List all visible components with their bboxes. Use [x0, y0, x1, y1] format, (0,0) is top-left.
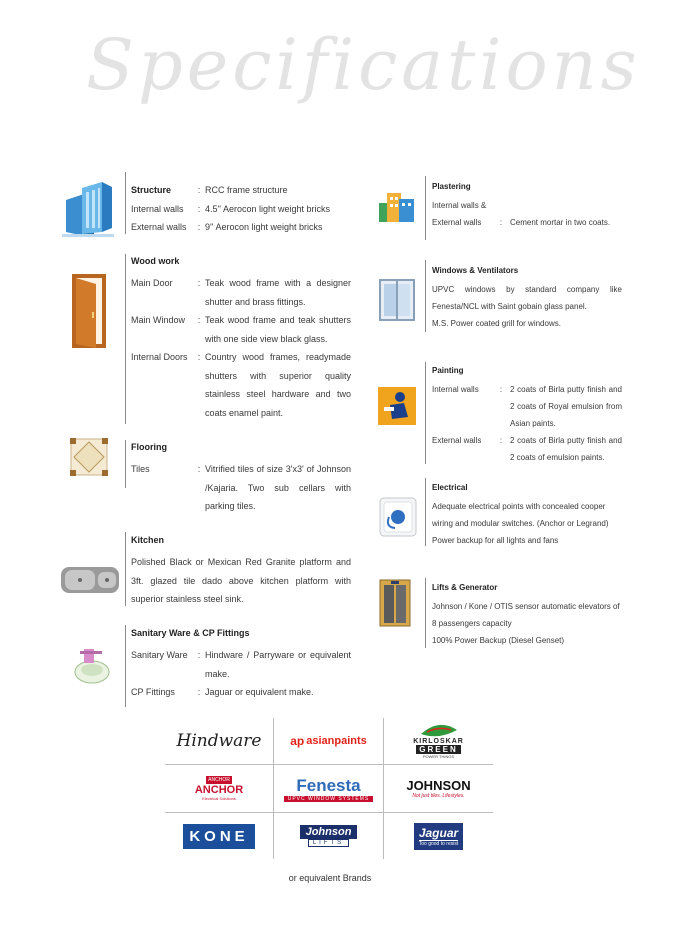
plug-icon	[379, 497, 417, 537]
lifts-heading: Lifts & Generator	[432, 583, 498, 592]
right-divider	[425, 362, 426, 464]
electrical-heading: Electrical	[432, 483, 468, 492]
page-title: Specifications	[86, 24, 641, 106]
kitchen-section	[131, 535, 351, 609]
woodwork-heading: Wood work	[131, 256, 180, 266]
structure-section	[131, 181, 356, 237]
right-divider	[425, 478, 426, 546]
kone-logo: KONE	[165, 813, 273, 859]
window-icon	[379, 279, 415, 321]
windows-section: Windows & Ventilators UPVC windows by standard company like Fenesta/NCL with Saint gobain glass panel. M.S. Power coated grill for windows.	[432, 266, 622, 328]
anchor-logo: ANCHOR ANCHOR Electrical Solutions	[194, 777, 244, 801]
door-icon	[70, 272, 110, 350]
buildings-icon	[378, 189, 416, 223]
leaf-icon	[419, 724, 459, 738]
spec-row: Main Window : Teak wood frame and teak shutters with one side view black glass.	[131, 315, 351, 344]
spec-row: Internal Doors : Country wood frames, readymade shutters with superior quality stainless steel hardware and two coats enamel paint.	[131, 352, 351, 418]
left-divider	[125, 625, 126, 707]
kitchen-text: Polished Black or Mexican Red Granite platform and 3ft. glazed tile dado above kitchen platform with superior stainless steel sink.	[131, 557, 351, 604]
flooring-section	[131, 442, 351, 516]
spec-row: Structure : RCC frame structure	[131, 181, 356, 200]
spec-row: External walls : 9'' Aerocon light weight bricks	[131, 222, 323, 232]
painting-section	[432, 366, 622, 466]
sanitary-section	[131, 628, 351, 702]
painting-heading: Painting	[432, 366, 464, 375]
painter-icon	[378, 387, 416, 425]
brands-footnote: or equivalent Brands	[288, 873, 372, 883]
johnson-lifts-logo: Johnson LIFTS	[274, 813, 383, 859]
plastering-section: Plastering Internal walls & External walls : Cement mortar in two coats.	[432, 182, 622, 231]
asianpaints-logo: ap asianpaints	[290, 734, 367, 748]
right-divider	[425, 578, 426, 648]
spec-row: Internal walls : 2 coats of Birla putty finish and 2 coats of Royal emulsion from Asian paints.	[432, 385, 622, 428]
woodwork-section	[131, 256, 351, 422]
spec-row: External walls : 2 coats of Birla putty finish and 2 coats of emulsion paints.	[432, 436, 622, 462]
kirloskar-green-logo: KIRLOSKAR GREEN POWER THINGS	[384, 718, 493, 764]
spec-row: Internal walls : 4.5'' Aerocon light weight bricks	[131, 203, 331, 214]
building-icon	[60, 180, 115, 238]
left-divider	[125, 172, 126, 234]
elevator-icon	[379, 579, 411, 627]
left-divider	[125, 254, 126, 424]
hindware-logo: Hindware	[176, 731, 262, 751]
washbasin-icon	[72, 646, 112, 686]
fenesta-logo: Fenesta UPVC WINDOW SYSTEMS	[274, 765, 383, 812]
spec-row: Main Door : Teak wood frame with a designer shutter and brass fittings.	[131, 278, 351, 307]
spec-row: Tiles : Vitrified tiles of size 3'x3' of Johnson /Kajaria. Two sub cellars with parking tiles.	[131, 464, 351, 511]
kitchen-heading: Kitchen	[131, 535, 165, 545]
left-divider	[125, 532, 126, 606]
spec-row: CP Fittings : Jaguar or equivalent make.	[131, 687, 314, 697]
tile-icon	[70, 438, 108, 476]
jaguar-logo: Jaguar Too good to resist	[384, 813, 493, 859]
right-divider	[425, 176, 426, 240]
electrical-section: Electrical Adequate electrical points with concealed cooper wiring and modular switches. (Anchor or Legrand) Power backup for all lights and fans	[432, 483, 622, 549]
windows-heading: Windows & Ventilators	[432, 266, 519, 275]
brand-logo-grid	[165, 718, 493, 859]
spec-row: Sanitary Ware : Hindware / Parryware or equivalent make.	[131, 650, 351, 679]
spec-row: External walls : Cement mortar in two coats.	[432, 218, 611, 227]
plastering-heading: Plastering	[432, 182, 471, 191]
johnson-tiles-logo: JOHNSON Not just tiles. Lifestyles.	[406, 778, 471, 799]
right-divider	[425, 260, 426, 332]
sanitary-heading: Sanitary Ware & CP Fittings	[131, 628, 250, 638]
sink-icon	[60, 564, 120, 596]
lifts-section: Lifts & Generator Johnson / Kone / OTIS sensor automatic elevators of 8 passengers capacity 100% Power Backup (Diesel Genset)	[432, 583, 622, 649]
left-divider	[125, 440, 126, 488]
flooring-heading: Flooring	[131, 442, 167, 452]
structure-heading: Structure	[131, 185, 172, 195]
